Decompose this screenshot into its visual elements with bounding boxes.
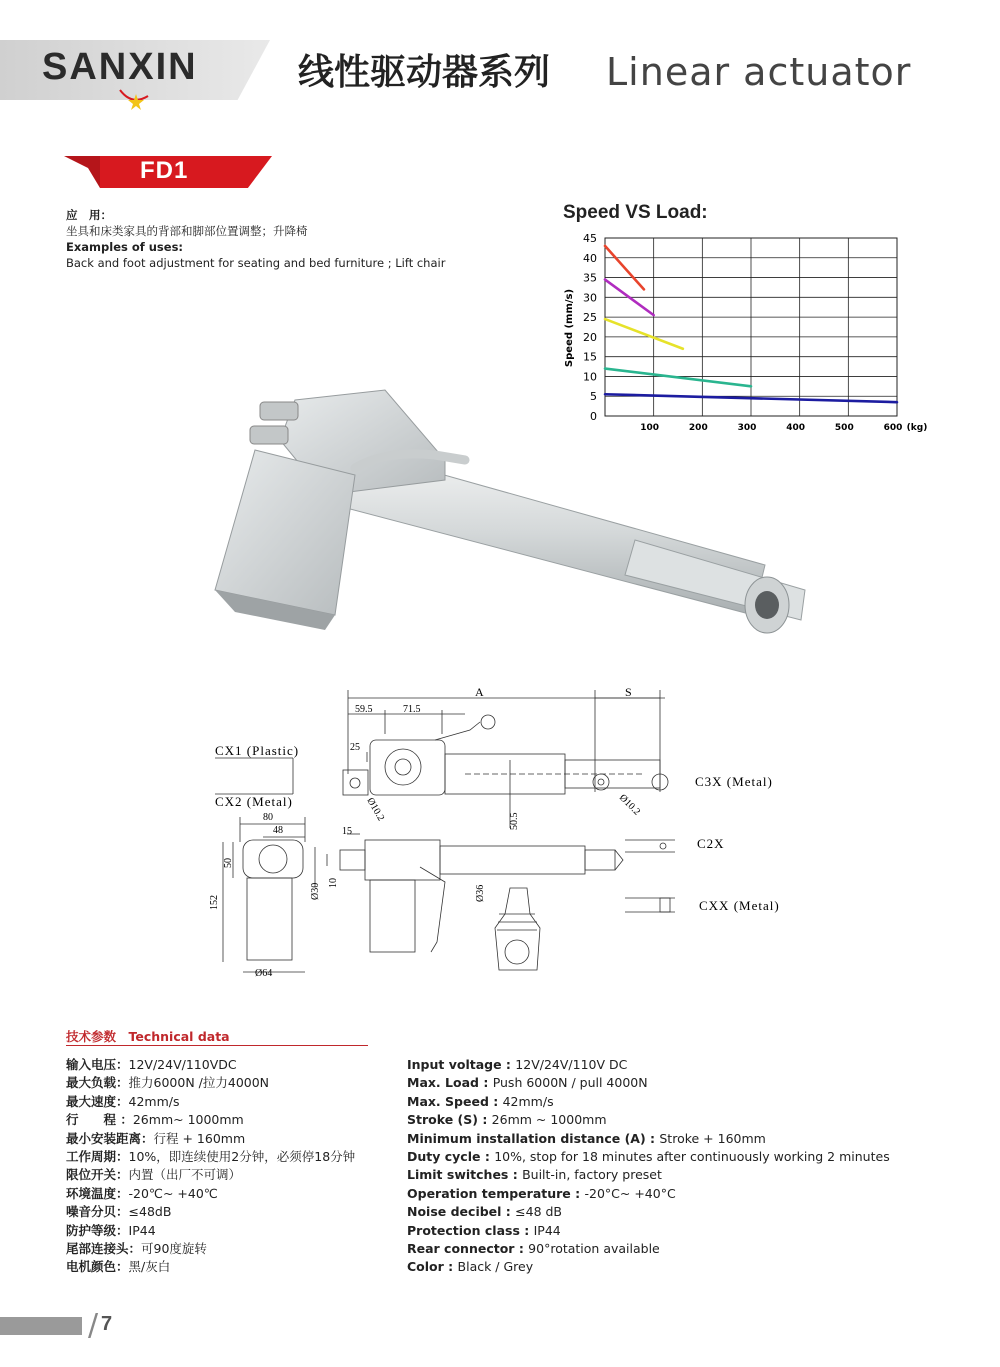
chart-y-tick-label: 45 [583,232,597,245]
spec-value: 10%，即连续使用2分钟，必须停18分钟 [128,1149,356,1165]
chart-title: Speed VS Load: [563,202,708,223]
page-number: 7 [101,1313,113,1335]
chart-y-tick-label: 5 [590,390,597,404]
chart-y-tick-label: 25 [583,311,597,325]
spec-value: IP44 [533,1222,561,1238]
chart-x-tick-label: 100 [640,423,660,433]
spec-row [66,1185,355,1203]
dim-50-5: 50.5 [509,812,520,830]
spec-value: 12V/24V/110VDC [128,1057,237,1072]
spec-key: 行 程 ： [66,1112,133,1128]
spec-row [66,1074,355,1092]
tech-divider [66,1045,368,1046]
brand-logo-text: SANXIN [42,46,198,88]
spec-key: Limit switches : [407,1167,523,1183]
spec-value: ≤48 dB [515,1204,563,1220]
spec-key: Protection class : [407,1222,534,1238]
spec-value: 90°rotation available [528,1241,660,1257]
spec-key: 环境温度： [66,1185,129,1201]
chart-y-tick-label: 20 [583,330,597,344]
spec-row [407,1258,890,1276]
spec-key: Operation temperature : [407,1185,585,1201]
spec-value: 12V/24V/110V DC [515,1057,628,1072]
specs-cn [66,1056,355,1277]
spec-value: Stroke + 160mm [659,1130,766,1146]
spec-key: Minimum installation distance (A) : [407,1130,660,1146]
spec-value: 黑/灰白 [128,1259,171,1275]
page-title-cn: 线性驱动器系列 [298,52,551,93]
spec-row [407,1056,890,1074]
chart-x-unit-label: (kg) [906,423,928,433]
chart-y-tick-label: 35 [583,271,597,285]
spec-row [66,1148,355,1166]
dim-10-2-left: Ø10.2 [364,796,387,823]
chart-x-tick-label: 500 [834,423,854,433]
spec-key: 最小安装距离： [66,1130,154,1146]
chart-y-tick-label: 15 [583,350,597,364]
dim-s: S [625,685,632,699]
spec-value: ≤48dB [128,1204,172,1220]
spec-value: 10%, stop for 18 minutes after continuously working 2 minutes [494,1149,890,1165]
spec-row [66,1240,355,1258]
spec-key: 最大速度： [66,1093,129,1109]
connector-cx2-label: CX2 (Metal) [215,794,293,809]
spec-row [66,1166,355,1184]
spec-row [66,1130,355,1148]
dim-152: 152 [209,895,220,910]
dim-50: 50 [223,858,234,868]
spec-value: 推力6000N /拉力4000N [128,1075,270,1091]
spec-key: Duty cycle : [407,1149,495,1165]
dim-36: Ø36 [475,884,486,902]
usage-cn-text: 坐具和床类家具的背部和脚部位置调整；升降椅 [66,224,308,238]
spec-value: 26mm ~ 1000mm [491,1112,607,1128]
product-photo [205,380,815,640]
spec-row [407,1111,890,1129]
spec-key: 最大负载： [66,1075,129,1091]
chart-y-tick-label: 30 [583,291,597,305]
usage-block [66,207,445,271]
spec-value: -20°C~ +40°C [584,1185,676,1201]
dim-64: Ø64 [255,968,273,979]
footer-slash: / [88,1308,99,1343]
spec-row [66,1056,355,1074]
dim-10-2-right: Ø10.2 [616,792,643,818]
spec-value: IP44 [128,1222,156,1238]
spec-row [407,1093,890,1111]
dim-71-5: 71.5 [403,704,421,715]
model-name: FD1 [140,157,189,184]
spec-key: 电机颜色： [66,1259,129,1275]
spec-value: 42mm/s [502,1093,554,1109]
spec-row [407,1203,890,1221]
chart-x-tick-label: 200 [688,423,708,433]
specs-en [407,1056,890,1277]
dim-80: 80 [263,812,273,823]
spec-key: 防护等级： [66,1222,129,1238]
usage-cn-label: 应 用： [66,208,112,222]
logo-star-icon [118,86,152,112]
spec-row [407,1240,890,1258]
spec-key: Color : [407,1259,458,1275]
chart-series-line-3 [605,319,683,349]
chart-y-tick-label: 40 [583,251,597,265]
dim-59-5: 59.5 [355,704,373,715]
chart-x-tick-label: 600 [883,423,903,433]
spec-row [407,1148,890,1166]
dim-15: 15 [342,826,352,837]
spec-row [407,1130,890,1148]
spec-value: Push 6000N / pull 4000N [492,1075,648,1091]
spec-key: Max. Speed : [407,1093,503,1109]
connector-cxx-label: CXX (Metal) [699,898,780,913]
spec-key: 输入电压： [66,1057,129,1072]
spec-key: 噪音分贝： [66,1204,129,1220]
spec-row [407,1185,890,1203]
spec-value: Black / Grey [457,1259,534,1275]
spec-key: 工作周期： [66,1149,129,1165]
dim-a: A [475,685,484,699]
chart-y-axis-label: Speed (mm/s) [564,288,575,368]
chart-y-tick-label: 0 [590,410,597,423]
usage-en-label: Examples of uses: [66,240,184,254]
spec-key: Stroke (S) : [407,1112,492,1128]
spec-key: Noise decibel : [407,1204,516,1220]
spec-key: 尾部连接头： [66,1241,142,1257]
spec-value: 26mm~ 1000mm [132,1112,244,1128]
footer-bar [0,1317,82,1335]
page-title-en: Linear actuator [606,50,912,94]
spec-value: Built-in, factory preset [522,1167,662,1183]
usage-en-text: Back and foot adjustment for seating and bed furniture ; Lift chair [66,256,446,270]
spec-row [407,1166,890,1184]
spec-row [66,1203,355,1221]
dimension-drawing [205,682,825,982]
connector-cx1-label: CX1 (Plastic) [215,743,300,758]
spec-key: 限位开关： [66,1167,129,1183]
dim-10: 10 [328,878,339,888]
spec-row [407,1222,890,1240]
chart-y-tick-label: 10 [583,370,597,384]
spec-value: 42mm/s [128,1093,180,1109]
spec-value: -20℃~ +40℃ [128,1185,218,1201]
spec-value: 内置（出厂不可调） [128,1167,242,1183]
spec-value: 可90度旋转 [141,1241,207,1257]
chart-x-tick-label: 400 [786,423,806,433]
dim-25: 25 [350,742,360,753]
spec-row [66,1111,355,1129]
spec-key: Max. Load : [407,1075,493,1091]
spec-key: Rear connector : [407,1241,529,1257]
connector-c2x-label: C2X [697,836,725,851]
dim-48: 48 [273,825,283,836]
spec-key: Input voltage : [407,1057,516,1072]
spec-row [66,1093,355,1111]
spec-value: 行程 + 160mm [153,1130,246,1146]
dim-30: Ø30 [310,882,321,900]
chart-x-tick-label: 300 [737,423,757,433]
connector-c3x-label: C3X (Metal) [695,774,773,789]
tech-heading: 技术参数 Technical data [66,1029,230,1044]
spec-row [66,1258,355,1276]
spec-row [407,1074,890,1092]
spec-row [66,1222,355,1240]
